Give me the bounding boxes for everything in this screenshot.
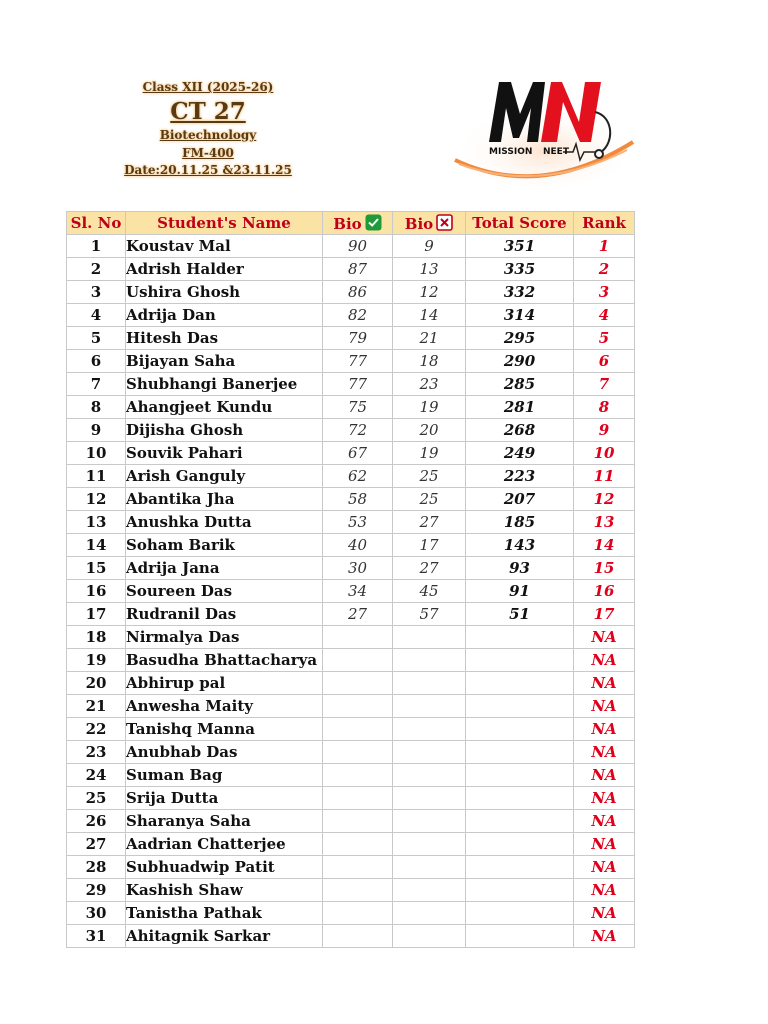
subject-label: Biotechnology [159,128,257,142]
cell-bio-correct [323,856,393,879]
cell-sl-no: 15 [67,557,126,580]
cell-student-name: Tanishq Manna [126,718,323,741]
table-row [67,488,635,511]
cell-total-score: 295 [466,327,574,350]
cell-rank: NA [574,787,635,810]
cell-total-score: 143 [466,534,574,557]
cell-student-name: Souvik Pahari [126,442,323,465]
cell-total-score [466,764,574,787]
table-row [67,465,635,488]
cell-bio-correct: 87 [323,258,393,281]
cell-total-score: 335 [466,258,574,281]
table-row [67,879,635,902]
cell-total-score: 207 [466,488,574,511]
cell-bio-wrong: 19 [393,442,466,465]
cell-student-name: Ushira Ghosh [126,281,323,304]
cell-sl-no: 21 [67,695,126,718]
logo-word-neet: NEET [543,147,569,157]
cell-sl-no: 24 [67,764,126,787]
cell-student-name: Dijisha Ghosh [126,419,323,442]
cell-total-score [466,626,574,649]
cell-total-score [466,810,574,833]
cell-sl-no: 2 [67,258,126,281]
cell-bio-correct [323,879,393,902]
cell-student-name: Ahangjeet Kundu [126,396,323,419]
cross-icon [436,214,453,231]
cell-bio-wrong: 25 [393,488,466,511]
cell-bio-wrong [393,879,466,902]
cell-bio-correct: 77 [323,350,393,373]
cell-bio-wrong [393,925,466,948]
cell-sl-no: 1 [67,235,126,258]
cell-rank: 12 [574,488,635,511]
cell-student-name: Srija Dutta [126,787,323,810]
cell-rank: 10 [574,442,635,465]
cell-total-score: 249 [466,442,574,465]
cell-bio-wrong: 19 [393,396,466,419]
cell-student-name: Rudranil Das [126,603,323,626]
table-row [67,534,635,557]
header-rank: Rank [574,212,635,235]
cell-bio-wrong: 12 [393,281,466,304]
cell-bio-wrong [393,741,466,764]
cell-bio-correct [323,626,393,649]
cell-bio-wrong: 13 [393,258,466,281]
cell-sl-no: 31 [67,925,126,948]
cell-sl-no: 6 [67,350,126,373]
cell-total-score: 290 [466,350,574,373]
cell-rank: 4 [574,304,635,327]
table-row [67,350,635,373]
cell-bio-wrong: 23 [393,373,466,396]
cell-sl-no: 20 [67,672,126,695]
cell-total-score: 93 [466,557,574,580]
cell-student-name: Bijayan Saha [126,350,323,373]
cell-student-name: Suman Bag [126,764,323,787]
cell-rank: 17 [574,603,635,626]
cell-rank: 6 [574,350,635,373]
table-row [67,626,635,649]
cell-rank: 1 [574,235,635,258]
cell-sl-no: 18 [67,626,126,649]
cell-total-score [466,672,574,695]
cell-total-score: 332 [466,281,574,304]
cell-total-score: 351 [466,235,574,258]
cell-total-score [466,925,574,948]
cell-bio-correct [323,902,393,925]
cell-rank: 9 [574,419,635,442]
cell-sl-no: 28 [67,856,126,879]
cell-rank: NA [574,718,635,741]
check-icon [365,214,382,231]
cell-student-name: Adrija Jana [126,557,323,580]
cell-rank: NA [574,833,635,856]
cell-bio-correct [323,718,393,741]
table-row [67,856,635,879]
cell-student-name: Anwesha Maity [126,695,323,718]
cell-total-score [466,902,574,925]
cell-sl-no: 30 [67,902,126,925]
table-row [67,419,635,442]
cell-bio-correct: 40 [323,534,393,557]
cell-bio-correct [323,695,393,718]
cell-bio-correct: 34 [323,580,393,603]
header-bio-wrong [393,212,466,235]
cell-total-score: 281 [466,396,574,419]
logo-word-mission: MISSION [489,147,533,157]
cell-student-name: Hitesh Das [126,327,323,350]
cell-student-name: Abantika Jha [126,488,323,511]
cell-bio-correct: 72 [323,419,393,442]
cell-bio-correct: 62 [323,465,393,488]
table-row [67,373,635,396]
cell-rank: NA [574,856,635,879]
cell-rank: NA [574,764,635,787]
cell-student-name: Subhuadwip Patit [126,856,323,879]
header-total-score: Total Score [466,212,574,235]
cell-bio-wrong [393,833,466,856]
cell-sl-no: 3 [67,281,126,304]
date-label: Date:20.11.25 &23.11.25 [124,163,292,177]
table-row [67,396,635,419]
cell-rank: NA [574,649,635,672]
cell-bio-correct: 58 [323,488,393,511]
cell-rank: 11 [574,465,635,488]
table-row [67,580,635,603]
cell-student-name: Koustav Mal [126,235,323,258]
cell-rank: NA [574,810,635,833]
cell-bio-wrong [393,856,466,879]
cell-sl-no: 14 [67,534,126,557]
cell-bio-wrong: 18 [393,350,466,373]
table-row [67,718,635,741]
cell-student-name: Adrija Dan [126,304,323,327]
table-row [67,695,635,718]
cell-rank: 15 [574,557,635,580]
cell-student-name: Shubhangi Banerjee [126,373,323,396]
cell-total-score [466,649,574,672]
header-bio-correct-label: Bio [333,214,362,233]
cell-total-score: 285 [466,373,574,396]
cell-bio-wrong: 25 [393,465,466,488]
table-row [67,925,635,948]
cell-bio-correct [323,764,393,787]
cell-bio-wrong [393,902,466,925]
cell-student-name: Ahitagnik Sarkar [126,925,323,948]
cell-sl-no: 10 [67,442,126,465]
cell-sl-no: 13 [67,511,126,534]
cell-bio-wrong: 27 [393,511,466,534]
cell-bio-wrong [393,649,466,672]
cell-rank: 7 [574,373,635,396]
cell-bio-correct: 27 [323,603,393,626]
mission-neet-logo [445,72,640,190]
class-label: Class XII (2025-26) [142,80,274,94]
cell-bio-wrong: 9 [393,235,466,258]
logo-letter-m [489,82,545,142]
table-header-row [67,212,635,235]
cell-bio-correct: 82 [323,304,393,327]
cell-bio-wrong: 21 [393,327,466,350]
table-row [67,327,635,350]
table-row [67,787,635,810]
cell-total-score [466,856,574,879]
cell-student-name: Sharanya Saha [126,810,323,833]
header-sl-no: Sl. No [67,212,126,235]
table-row [67,442,635,465]
cell-total-score [466,833,574,856]
cell-sl-no: 5 [67,327,126,350]
cell-sl-no: 27 [67,833,126,856]
cell-sl-no: 23 [67,741,126,764]
table-row [67,902,635,925]
cell-sl-no: 11 [67,465,126,488]
cell-sl-no: 22 [67,718,126,741]
cell-student-name: Aadrian Chatterjee [126,833,323,856]
cell-sl-no: 4 [67,304,126,327]
cell-total-score: 223 [466,465,574,488]
cell-bio-correct [323,810,393,833]
cell-rank: 8 [574,396,635,419]
cell-bio-correct: 30 [323,557,393,580]
cell-rank: 3 [574,281,635,304]
full-marks-label: FM-400 [182,146,234,160]
cell-bio-wrong: 20 [393,419,466,442]
cell-bio-correct: 86 [323,281,393,304]
cell-bio-correct: 75 [323,396,393,419]
cell-bio-wrong [393,672,466,695]
cell-total-score: 268 [466,419,574,442]
table-row [67,741,635,764]
table-row [67,764,635,787]
cell-rank: NA [574,902,635,925]
cell-sl-no: 12 [67,488,126,511]
cell-bio-correct [323,672,393,695]
results-table [66,211,635,948]
cell-student-name: Kashish Shaw [126,879,323,902]
cell-student-name: Anubhab Das [126,741,323,764]
table-row [67,833,635,856]
cell-bio-correct [323,649,393,672]
header-bio-correct [323,212,393,235]
cell-rank: NA [574,672,635,695]
cell-bio-wrong [393,626,466,649]
cell-bio-wrong [393,787,466,810]
cell-sl-no: 25 [67,787,126,810]
cell-rank: NA [574,879,635,902]
cell-sl-no: 19 [67,649,126,672]
cell-total-score: 51 [466,603,574,626]
cell-bio-wrong: 17 [393,534,466,557]
cell-total-score [466,718,574,741]
cell-total-score: 314 [466,304,574,327]
cell-bio-wrong: 45 [393,580,466,603]
cell-bio-correct [323,787,393,810]
cell-sl-no: 9 [67,419,126,442]
table-row [67,603,635,626]
cell-student-name: Tanistha Pathak [126,902,323,925]
cell-student-name: Basudha Bhattacharya [126,649,323,672]
cell-bio-wrong: 27 [393,557,466,580]
table-row [67,672,635,695]
cell-rank: 5 [574,327,635,350]
cell-bio-correct [323,833,393,856]
cell-total-score: 185 [466,511,574,534]
cell-total-score [466,741,574,764]
cell-student-name: Nirmalya Das [126,626,323,649]
cell-sl-no: 26 [67,810,126,833]
test-title: CT 27 [170,98,246,125]
cell-sl-no: 16 [67,580,126,603]
header-student-name: Student's Name [126,212,323,235]
cell-sl-no: 7 [67,373,126,396]
cell-student-name: Soham Barik [126,534,323,557]
cell-total-score [466,879,574,902]
cell-bio-correct: 79 [323,327,393,350]
cell-bio-wrong: 57 [393,603,466,626]
cell-sl-no: 17 [67,603,126,626]
cell-total-score [466,787,574,810]
cell-student-name: Adrish Halder [126,258,323,281]
cell-sl-no: 8 [67,396,126,419]
cell-bio-correct [323,741,393,764]
cell-bio-correct [323,925,393,948]
cell-bio-wrong [393,810,466,833]
cell-sl-no: 29 [67,879,126,902]
cell-rank: NA [574,695,635,718]
cell-rank: 16 [574,580,635,603]
header-bio-wrong-label: Bio [404,214,434,233]
table-row [67,511,635,534]
table-row [67,557,635,580]
table-row [67,304,635,327]
cell-bio-correct: 90 [323,235,393,258]
table-row [67,649,635,672]
table-row [67,810,635,833]
table-row [67,281,635,304]
cell-total-score: 91 [466,580,574,603]
cell-rank: 2 [574,258,635,281]
cell-bio-wrong [393,695,466,718]
cell-rank: NA [574,626,635,649]
cell-bio-wrong [393,764,466,787]
cell-rank: NA [574,925,635,948]
table-row [67,235,635,258]
cell-student-name: Anushka Dutta [126,511,323,534]
cell-total-score [466,695,574,718]
cell-student-name: Abhirup pal [126,672,323,695]
cell-rank: 14 [574,534,635,557]
cell-rank: 13 [574,511,635,534]
cell-bio-wrong [393,718,466,741]
cell-bio-wrong: 14 [393,304,466,327]
cell-bio-correct: 77 [323,373,393,396]
cell-rank: NA [574,741,635,764]
cell-student-name: Arish Ganguly [126,465,323,488]
table-row [67,258,635,281]
cell-bio-correct: 67 [323,442,393,465]
cell-student-name: Soureen Das [126,580,323,603]
cell-bio-correct: 53 [323,511,393,534]
